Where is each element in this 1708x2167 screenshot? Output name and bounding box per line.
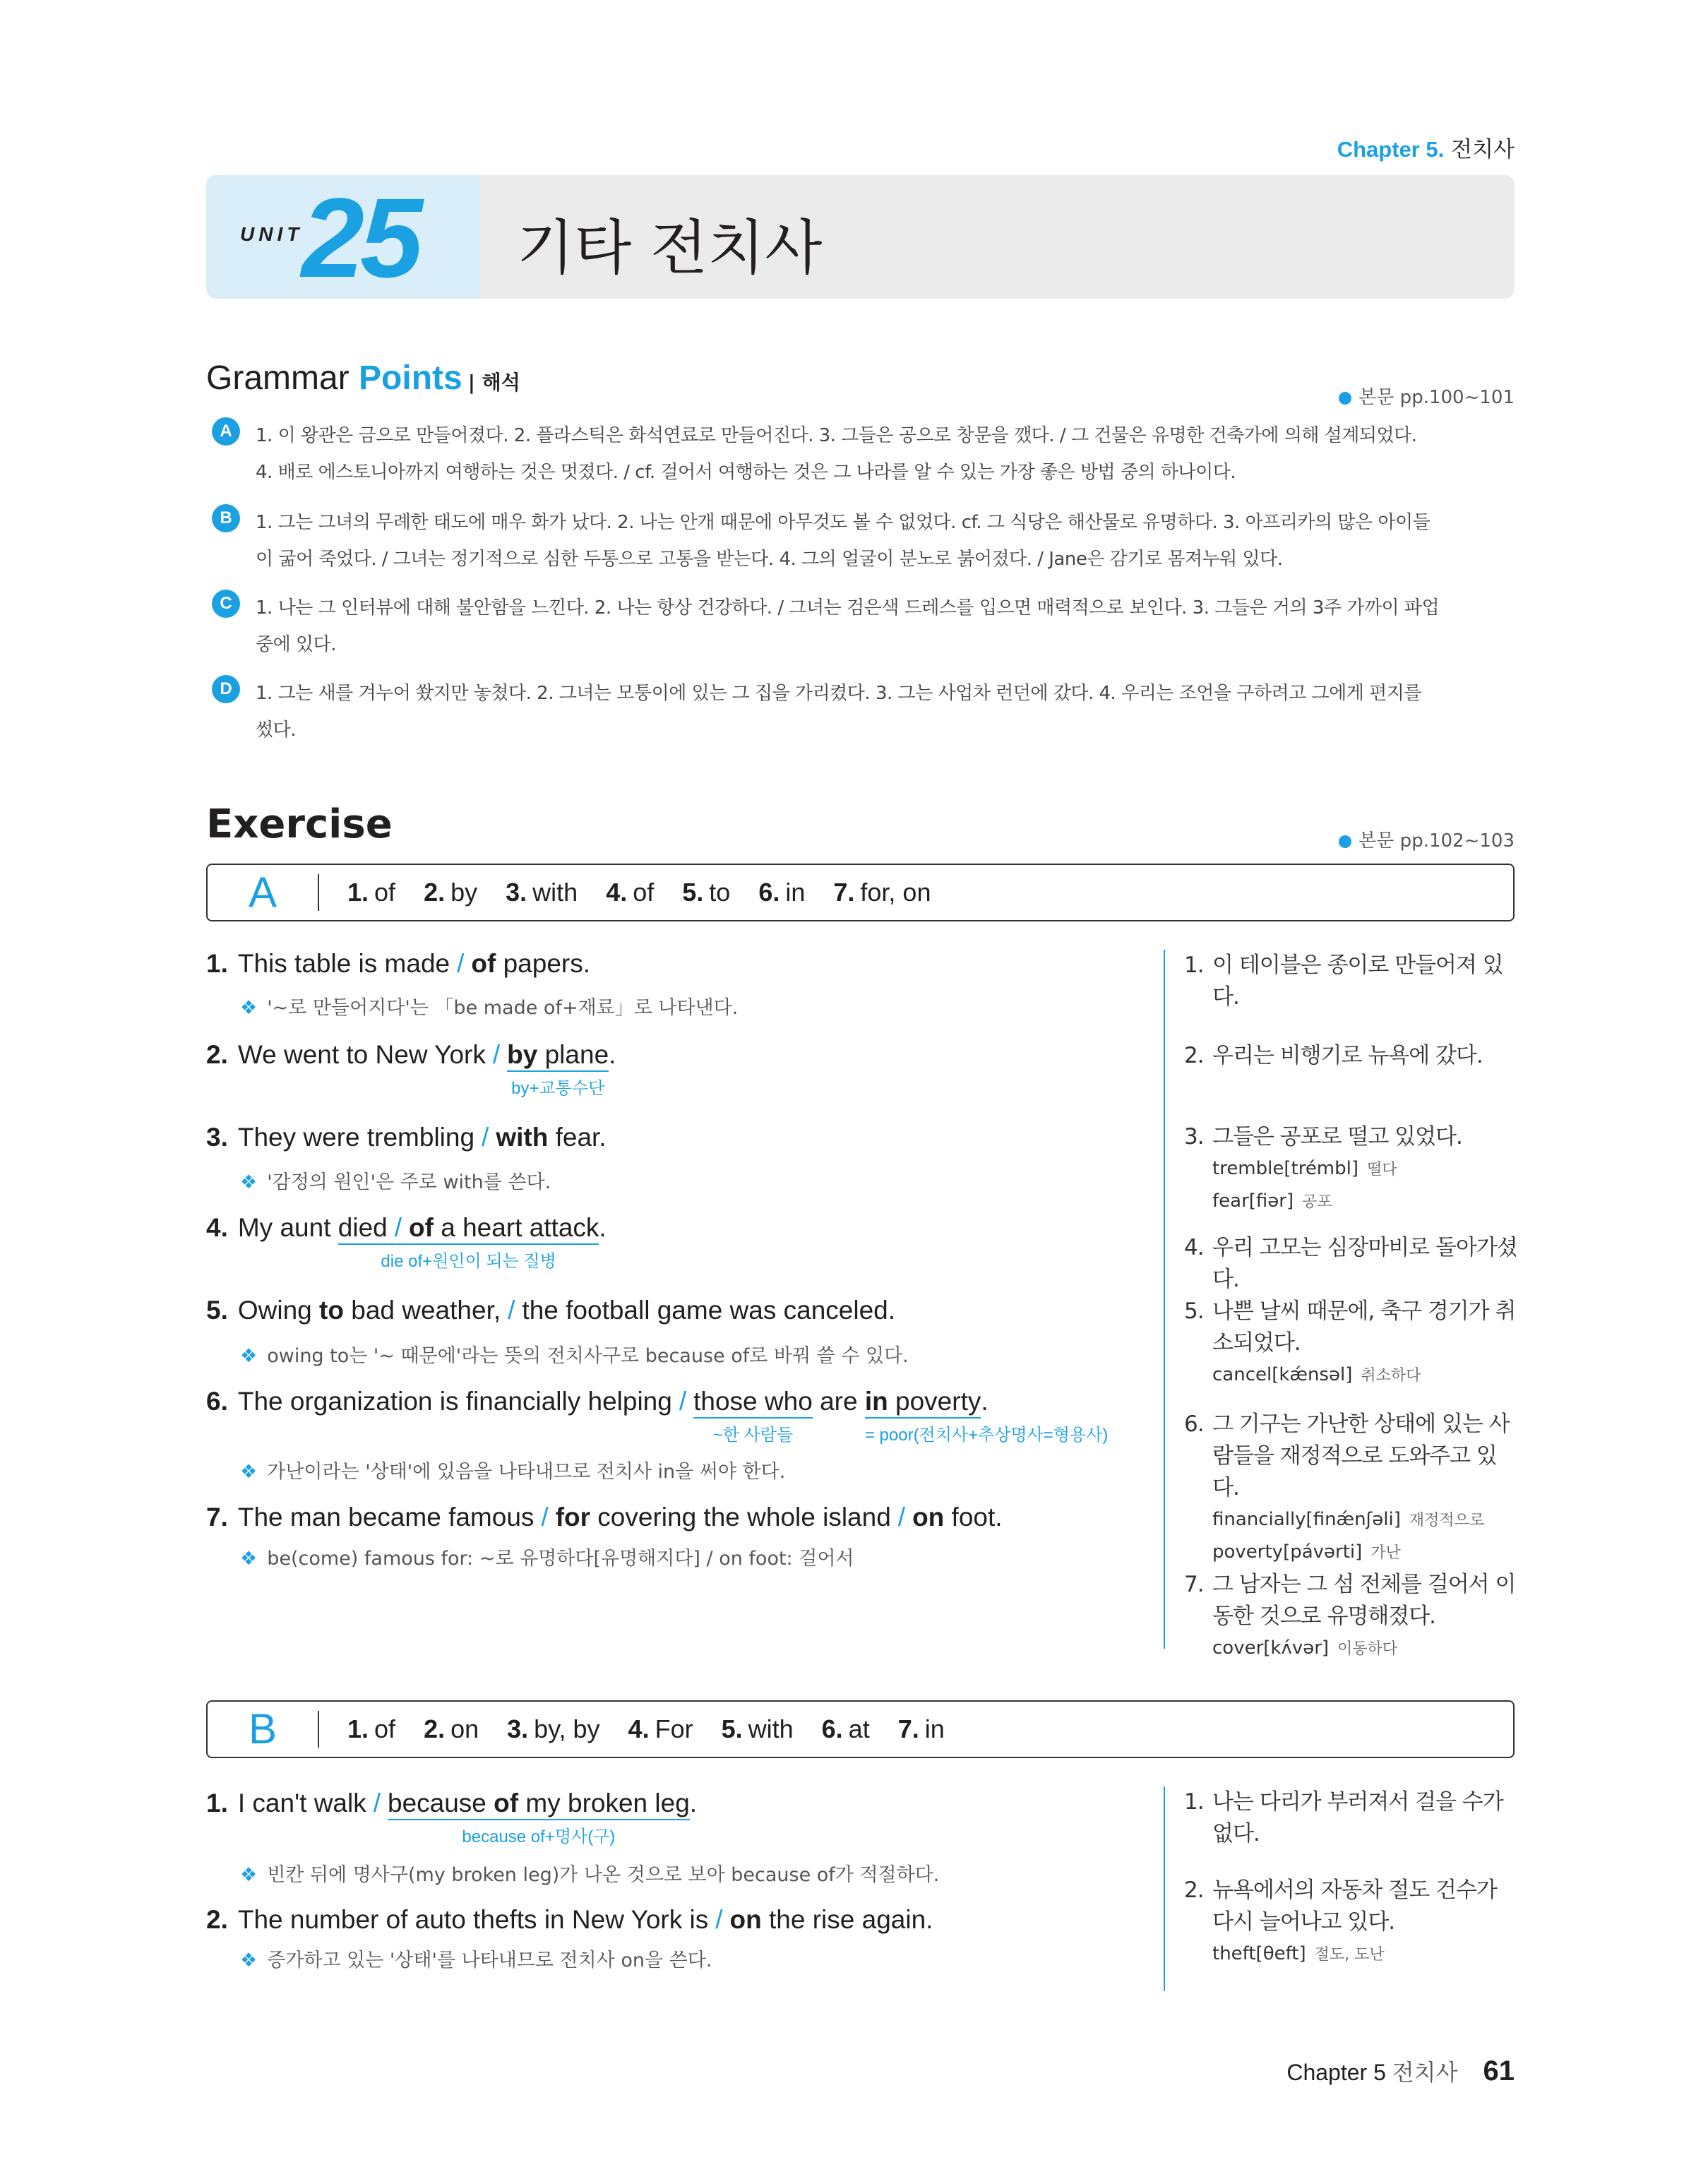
answer: 6. in	[758, 878, 806, 907]
underline-annotation: = poor(전치사+추상명사=형용사)	[864, 1426, 1109, 1445]
grammar-line: 썼다.	[256, 720, 296, 741]
explanation-note: ❖ 가난이라는 '상태'에 있음을 나타내므로 전치사 in을 써야 한다.	[240, 1461, 786, 1483]
grammar-line: 이 굶어 죽었다. / 그녀는 정기적으로 심한 두통으로 고통을 받는다. 4. 그의 얼굴이 분노로 붉어졌다. / Jane은 감기로 몸져누워 있다.	[256, 549, 1283, 570]
answer: 4. of	[606, 878, 655, 907]
page-footer: Chapter 5 전치사 61	[1286, 2055, 1515, 2087]
diamond-bullet-icon: ❖	[240, 1548, 258, 1570]
answer: 1. of	[347, 878, 396, 907]
bullet-icon	[1339, 392, 1351, 405]
underline-annotation: ~한 사람들	[712, 1426, 794, 1445]
grammar-line: 1. 나는 그 인터뷰에 대해 불안함을 느낀다. 2. 나는 항상 건강하다. / 그녀는 검은색 드레스를 입으면 매력적으로 보인다. 3. 그들은 거의 3주 가까이 파업	[256, 597, 1440, 619]
answer: 4. For	[628, 1714, 693, 1743]
underline-annotation: die of+원인이 되는 질병	[381, 1252, 556, 1271]
grammar-line: 4. 배로 에스토니아까지 여행하는 것은 멋졌다. / cf. 걸어서 여행하는 것은 그 나라를 알 수 있는 가장 좋은 방법 중의 하나이다.	[256, 462, 1236, 483]
answer: 3. by, by	[507, 1714, 600, 1743]
underline-annotation: by+교통수단	[511, 1079, 605, 1098]
explanation-note: ❖ 증가하고 있는 '상태'를 나타내므로 전치사 on을 쓴다.	[240, 1950, 712, 1971]
grammar-line: 1. 그는 새를 겨누어 쐈지만 놓쳤다. 2. 그녀는 모퉁이에 있는 그 집을 가리켰다. 3. 그는 사업차 런던에 갔다. 4. 우리는 조언을 구하려고 그에게 편지를	[256, 683, 1421, 704]
answer: 2. by	[424, 878, 478, 907]
section-badge-a: A	[212, 417, 240, 446]
translation: 1. 이 테이블은 종이로 만들어져 있다.	[1184, 953, 1503, 1010]
translation: 4. 우리 고모는 심장마비로 돌아가셨다.	[1184, 1235, 1517, 1292]
exercise-heading: Exercise	[206, 801, 393, 847]
exercise-sentence: 2. We went to New York / by plane by+교통수단 .	[206, 1039, 616, 1072]
section-badge-c: C	[212, 590, 240, 618]
diamond-bullet-icon: ❖	[240, 1461, 258, 1483]
vocab-entry: cancel[kǽnsəl] 취소하다	[1212, 1364, 1421, 1385]
translation-column	[1184, 950, 1519, 1665]
translation: 7. 그 남자는 그 섬 전체를 걸어서 이동한 것으로 유명해졌다. cover[kʌ́vər] 이동하다	[1184, 1569, 1519, 1665]
vocab-entry: financially[finǽnʃəli] 재정적으로	[1212, 1509, 1485, 1530]
answer: 7. in	[897, 1714, 945, 1743]
page-number: 61	[1483, 2055, 1515, 2087]
exercise-sentence: 3. They were trembling / with fear.	[206, 1123, 607, 1152]
unit-banner	[206, 175, 1515, 299]
unit-label: UNIT	[240, 223, 304, 245]
answer-box-a	[206, 864, 1515, 921]
page-reference: 본문 pp.102~103	[1339, 826, 1515, 852]
vocab-entry: cover[kʌ́vər] 이동하다	[1212, 1637, 1398, 1659]
explanation-note: ❖ be(come) famous for: ~로 유명하다[유명해지다] / on foot: 걸어서	[240, 1548, 854, 1570]
exercise-sentence: 1. I can't walk / because of my broken leg because of+명사(구) .	[206, 1788, 697, 1820]
translation: 2. 뉴욕에서의 자동차 절도 건수가 다시 늘어나고 있다. theft[θeft] 절도, 도난	[1184, 1875, 1519, 1971]
grammar-points-heading: Grammar Points | 해석	[206, 359, 520, 397]
translation: 3. 그들은 공포로 떨고 있었다. tremble[trémbl] 떨다 fear[fiər] 공포	[1184, 1121, 1519, 1232]
answer-box-b	[206, 1700, 1515, 1758]
unit-badge	[206, 175, 480, 299]
answer: 6. at	[821, 1714, 870, 1743]
answer: 7. for, on	[833, 878, 931, 907]
diamond-bullet-icon: ❖	[240, 1864, 258, 1886]
column-divider	[1164, 950, 1165, 1649]
explanation-note: ❖ '감정의 원인'은 주로 with를 쓴다.	[240, 1171, 551, 1193]
diamond-bullet-icon: ❖	[240, 1950, 258, 1971]
translation-column	[1184, 1786, 1519, 1971]
answer: 1. of	[347, 1714, 396, 1743]
section-badge-d: D	[212, 675, 240, 703]
translation: 1. 나는 다리가 부러져서 걸을 수가 없다.	[1184, 1789, 1503, 1846]
chapter-header: Chapter 5. 전치사	[1337, 137, 1515, 162]
bullet-icon	[1339, 835, 1351, 848]
exercise-sentence: 7. The man became famous / for covering the whole island / on foot.	[206, 1503, 1003, 1532]
answer: 3. with	[506, 878, 578, 907]
vocab-entry: fear[fiər] 공포	[1212, 1190, 1332, 1212]
diamond-bullet-icon: ❖	[240, 1345, 258, 1367]
page-reference: 본문 pp.100~101	[1339, 383, 1515, 409]
section-letter: A	[208, 874, 319, 911]
section-letter: B	[208, 1711, 319, 1748]
exercise-sentence: 4. My aunt died / of a heart attack die of+원인이 되는 질병 .	[206, 1212, 607, 1245]
translation: 5. 나쁜 날씨 때문에, 축구 경기가 취소되었다. cancel[kǽnsəl] 취소하다	[1184, 1296, 1519, 1409]
diamond-bullet-icon: ❖	[240, 1171, 258, 1193]
translation: 2. 우리는 비행기로 뉴욕에 갔다.	[1184, 1043, 1483, 1068]
grammar-line: 중에 있다.	[256, 634, 336, 655]
explanation-note: ❖ owing to는 '~ 때문에'라는 뜻의 전치사구로 because of로 바꿔 쓸 수 있다.	[240, 1345, 909, 1367]
exercise-sentence: 1. This table is made / of papers.	[206, 949, 591, 978]
vocab-entry: tremble[trémbl] 떨다	[1212, 1158, 1397, 1179]
vocab-entry: theft[θeft] 절도, 도난	[1212, 1943, 1385, 1964]
diamond-bullet-icon: ❖	[240, 997, 258, 1019]
underline-annotation: because of+명사(구)	[462, 1827, 616, 1846]
answer: 5. to	[682, 878, 731, 907]
explanation-note: ❖ 빈칸 뒤에 명사구(my broken leg)가 나온 것으로 보아 because of가 적절하다.	[240, 1864, 940, 1886]
grammar-line: 1. 그는 그녀의 무례한 태도에 매우 화가 났다. 2. 나는 안개 때문에 아무것도 볼 수 없었다. cf. 그 식당은 해산물로 유명하다. 3. 아프리카의 많은 아이들	[256, 512, 1431, 533]
vocab-entry: poverty[pávərti] 가난	[1212, 1541, 1401, 1563]
unit-title: 기타 전치사	[517, 213, 823, 282]
exercise-sentence: 2. The number of auto thefts in New York is / on the rise again.	[206, 1905, 933, 1934]
answer: 2. on	[424, 1714, 479, 1743]
explanation-note: ❖ '~로 만들어지다'는 「be made of+재료」로 나타낸다.	[240, 997, 739, 1019]
section-badge-b: B	[212, 504, 240, 532]
translation: 6. 그 기구는 가난한 상태에 있는 사람들을 재정적으로 도와주고 있다. financially[finǽnʃəli] 재정적으로 poverty[pávərti] 가난	[1184, 1409, 1519, 1569]
exercise-sentence: 6. The organization is financially helping / those who ~한 사람들 are in poverty = poor(전치사+추상명사=형용사) .	[206, 1386, 989, 1419]
exercise-sentence: 5. Owing to bad weather, / the football game was canceled.	[206, 1296, 896, 1325]
grammar-line: 1. 이 왕관은 금으로 만들어졌다. 2. 플라스틱은 화석연료로 만들어진다. 3. 그들은 공으로 창문을 깼다. / 그 건물은 유명한 건축가에 의해 설계되었다.	[256, 425, 1417, 446]
answer: 5. with	[721, 1714, 794, 1743]
unit-number: 25	[301, 175, 419, 299]
column-divider	[1164, 1786, 1165, 1991]
